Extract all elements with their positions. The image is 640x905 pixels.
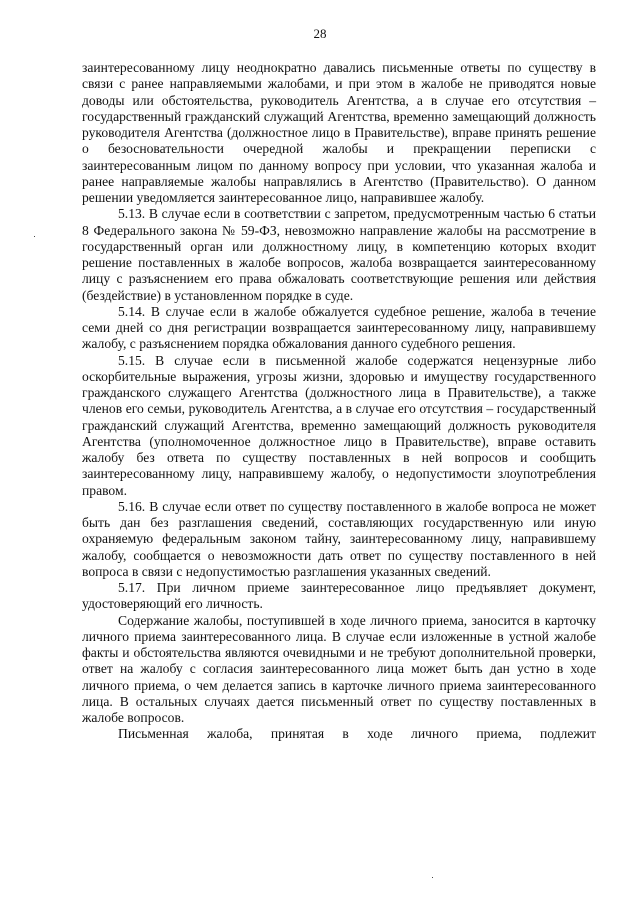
scan-speck	[34, 236, 35, 237]
document-body	[82, 60, 596, 743]
page-number: 28	[313, 26, 327, 41]
paragraph-5-17: 5.17. При личном приеме заинтересованное лицо предъявляет документ, удостоверяющий его личность.	[82, 580, 596, 612]
paragraph-5-14: 5.14. В случае если в жалобе обжалуется судебное решение, жалоба в течение семи дней со дня регистрации возвращается заинтересованному лицу, направившему жалобу, с разъяснением порядка обжалования данного судебного решения.	[82, 303, 596, 352]
paragraph-5-13: 5.13. В случае если в соответствии с запретом, предусмотренным частью 6 статьи 8 Федерального закона № 59-ФЗ, невозможно направление жалобы на рассмотрение в государственный орган или должностному лицу, в компетенцию которых входит решение поставленных в жалобе вопросов, жалоба возвращается заинтересованному лицу с разъяснением его права обжаловать соответствующие решения или действия (бездействие) в установленном порядке в суде.	[82, 206, 596, 303]
paragraph-written-complaint: Письменная жалоба, принятая в ходе личного приема, подлежит	[118, 726, 596, 742]
paragraph-5-15: 5.15. В случае если в письменной жалобе содержатся нецензурные либо оскорбительные выражения, угрозы жизни, здоровью и имуществу государственного гражданского служащего Агентства (должностного лица в Правительстве), а также членов его семьи, руководитель Агентства, а в случае его отсутствия – государственный гражданский служащий Агентства, временно замещающий должность руководителя Агентства (уполномоченное должностное лицо в Правительстве), вправе оставить жалобу без ответа по существу поставленных в ней вопросов и сообщить заинтересованному лицу, направившему жалобу, о недопустимости злоупотребления правом.	[82, 352, 596, 498]
scan-speck	[432, 877, 433, 878]
paragraph-5-16: 5.16. В случае если ответ по существу поставленного в жалобе вопроса не может быть дан без разглашения сведений, составляющих государственную или иную охраняемую федеральным законом тайну, заинтересованному лицу, направившему жалобу, сообщается о невозможности дать ответ по существу поставленного в ней вопроса в связи с недопустимостью разглашения указанных сведений.	[82, 498, 596, 579]
paragraph-complaint-content: Содержание жалобы, поступившей в ходе личного приема, заносится в карточку личного приема заинтересованного лица. В случае если изложенные в устной жалобе факты и обстоятельства являются очевидными и не требуют дополнительной проверки, ответ на жалобу с согласия заинтересованного лица может быть дан устно в ходе личного приема, о чем делается запись в карточке личного приема заинтересованного лица. В остальных случаях дается письменный ответ по существу поставленных в жалобе вопросов.	[82, 612, 596, 725]
paragraph-continuation: заинтересованному лицу неоднократно давались письменные ответы по существу в связи с ранее направляемыми жалобами, и при этом в жалобе не приводятся новые доводы или обстоятельства, руководитель Агентства, а в случае его отсутствия – государственный гражданский служащий Агентства, временно замещающий должность руководителя Агентства (должностное лицо в Правительстве), вправе принять решение о безосновательности очередной жалобы и прекращении переписки с заинтересованным лицом по данному вопросу при условии, что указанная жалоба и ранее направляемые жалобы направлялись в Агентство (Правительство). О данном решении уведомляется заинтересованное лицо, направившее жалобу.	[82, 60, 596, 205]
